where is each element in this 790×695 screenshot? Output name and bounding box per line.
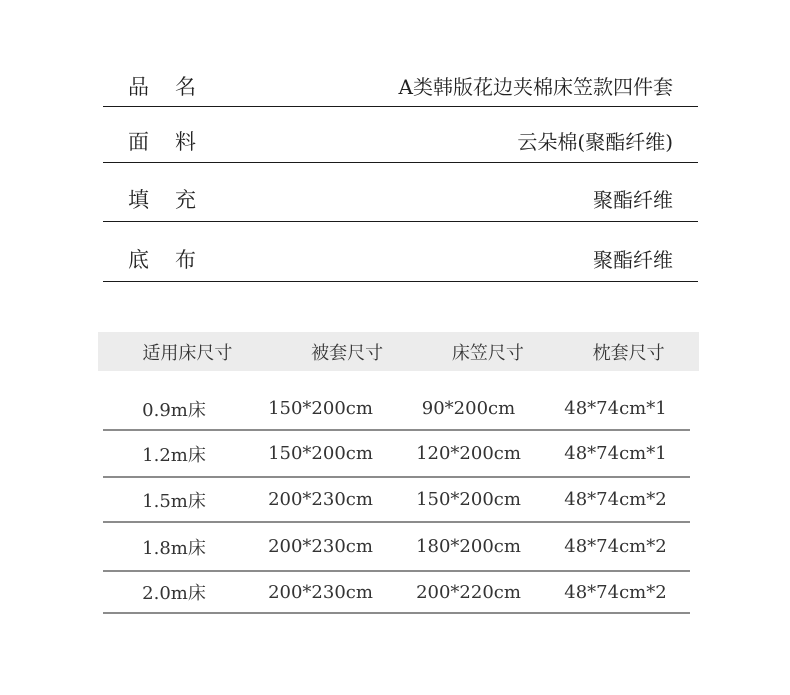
- cell-bed-size: 2.0m床: [142, 583, 206, 604]
- spec-row-base: [103, 222, 698, 282]
- spec-row-name: [103, 62, 698, 107]
- cell-fitted-sheet-size: 180*200cm: [416, 536, 521, 557]
- spec-row-fabric: [103, 107, 698, 163]
- cell-pillowcase-size: 48*74cm*2: [564, 581, 667, 603]
- cell-fitted-sheet-size: 120*200cm: [416, 443, 521, 464]
- cell-fitted-sheet-size: 200*220cm: [416, 581, 521, 603]
- spec-label: 填充: [128, 188, 222, 212]
- cell-duvet-size: 150*200cm: [268, 398, 373, 419]
- spec-value: 聚酯纤维: [593, 188, 673, 212]
- spec-label: 品名: [128, 75, 222, 99]
- cell-bed-size: 1.5m床: [142, 490, 206, 512]
- spec-value: 云朵棉(聚酯纤维): [517, 130, 673, 154]
- cell-duvet-size: 150*200cm: [268, 443, 373, 464]
- header-pillowcase-size: 枕套尺寸: [592, 342, 665, 364]
- table-row: [103, 478, 690, 523]
- spec-label: 底布: [128, 248, 222, 272]
- cell-bed-size: 0.9m床: [142, 399, 206, 421]
- table-row: [103, 388, 690, 431]
- cell-pillowcase-size: 48*74cm*2: [564, 489, 667, 510]
- cell-fitted-sheet-size: 150*200cm: [416, 489, 521, 510]
- cell-bed-size: 1.8m床: [142, 537, 206, 559]
- spec-value: 聚酯纤维: [593, 248, 673, 272]
- cell-duvet-size: 200*230cm: [268, 536, 373, 557]
- header-duvet-size: 被套尺寸: [311, 342, 384, 364]
- header-fitted-sheet-size: 床笠尺寸: [451, 342, 524, 364]
- cell-bed-size: 1.2m床: [142, 444, 206, 466]
- header-bed-size: 适用床尺寸: [142, 342, 233, 364]
- spec-row-filling: [103, 163, 698, 222]
- size-table-body: [103, 388, 690, 614]
- cell-duvet-size: 200*230cm: [268, 581, 373, 603]
- cell-pillowcase-size: 48*74cm*2: [564, 536, 667, 557]
- cell-pillowcase-size: 48*74cm*1: [564, 443, 667, 464]
- product-spec-table: [103, 62, 698, 282]
- table-row: [103, 523, 690, 572]
- cell-duvet-size: 200*230cm: [268, 489, 373, 510]
- table-row: [103, 572, 690, 614]
- size-table-header: [98, 332, 699, 371]
- cell-pillowcase-size: 48*74cm*1: [564, 398, 667, 419]
- table-row: [103, 431, 690, 478]
- cell-fitted-sheet-size: 90*200cm: [421, 398, 516, 419]
- spec-label: 面料: [128, 130, 222, 154]
- spec-value: A类韩版花边夹棉床笠款四件套: [398, 75, 673, 99]
